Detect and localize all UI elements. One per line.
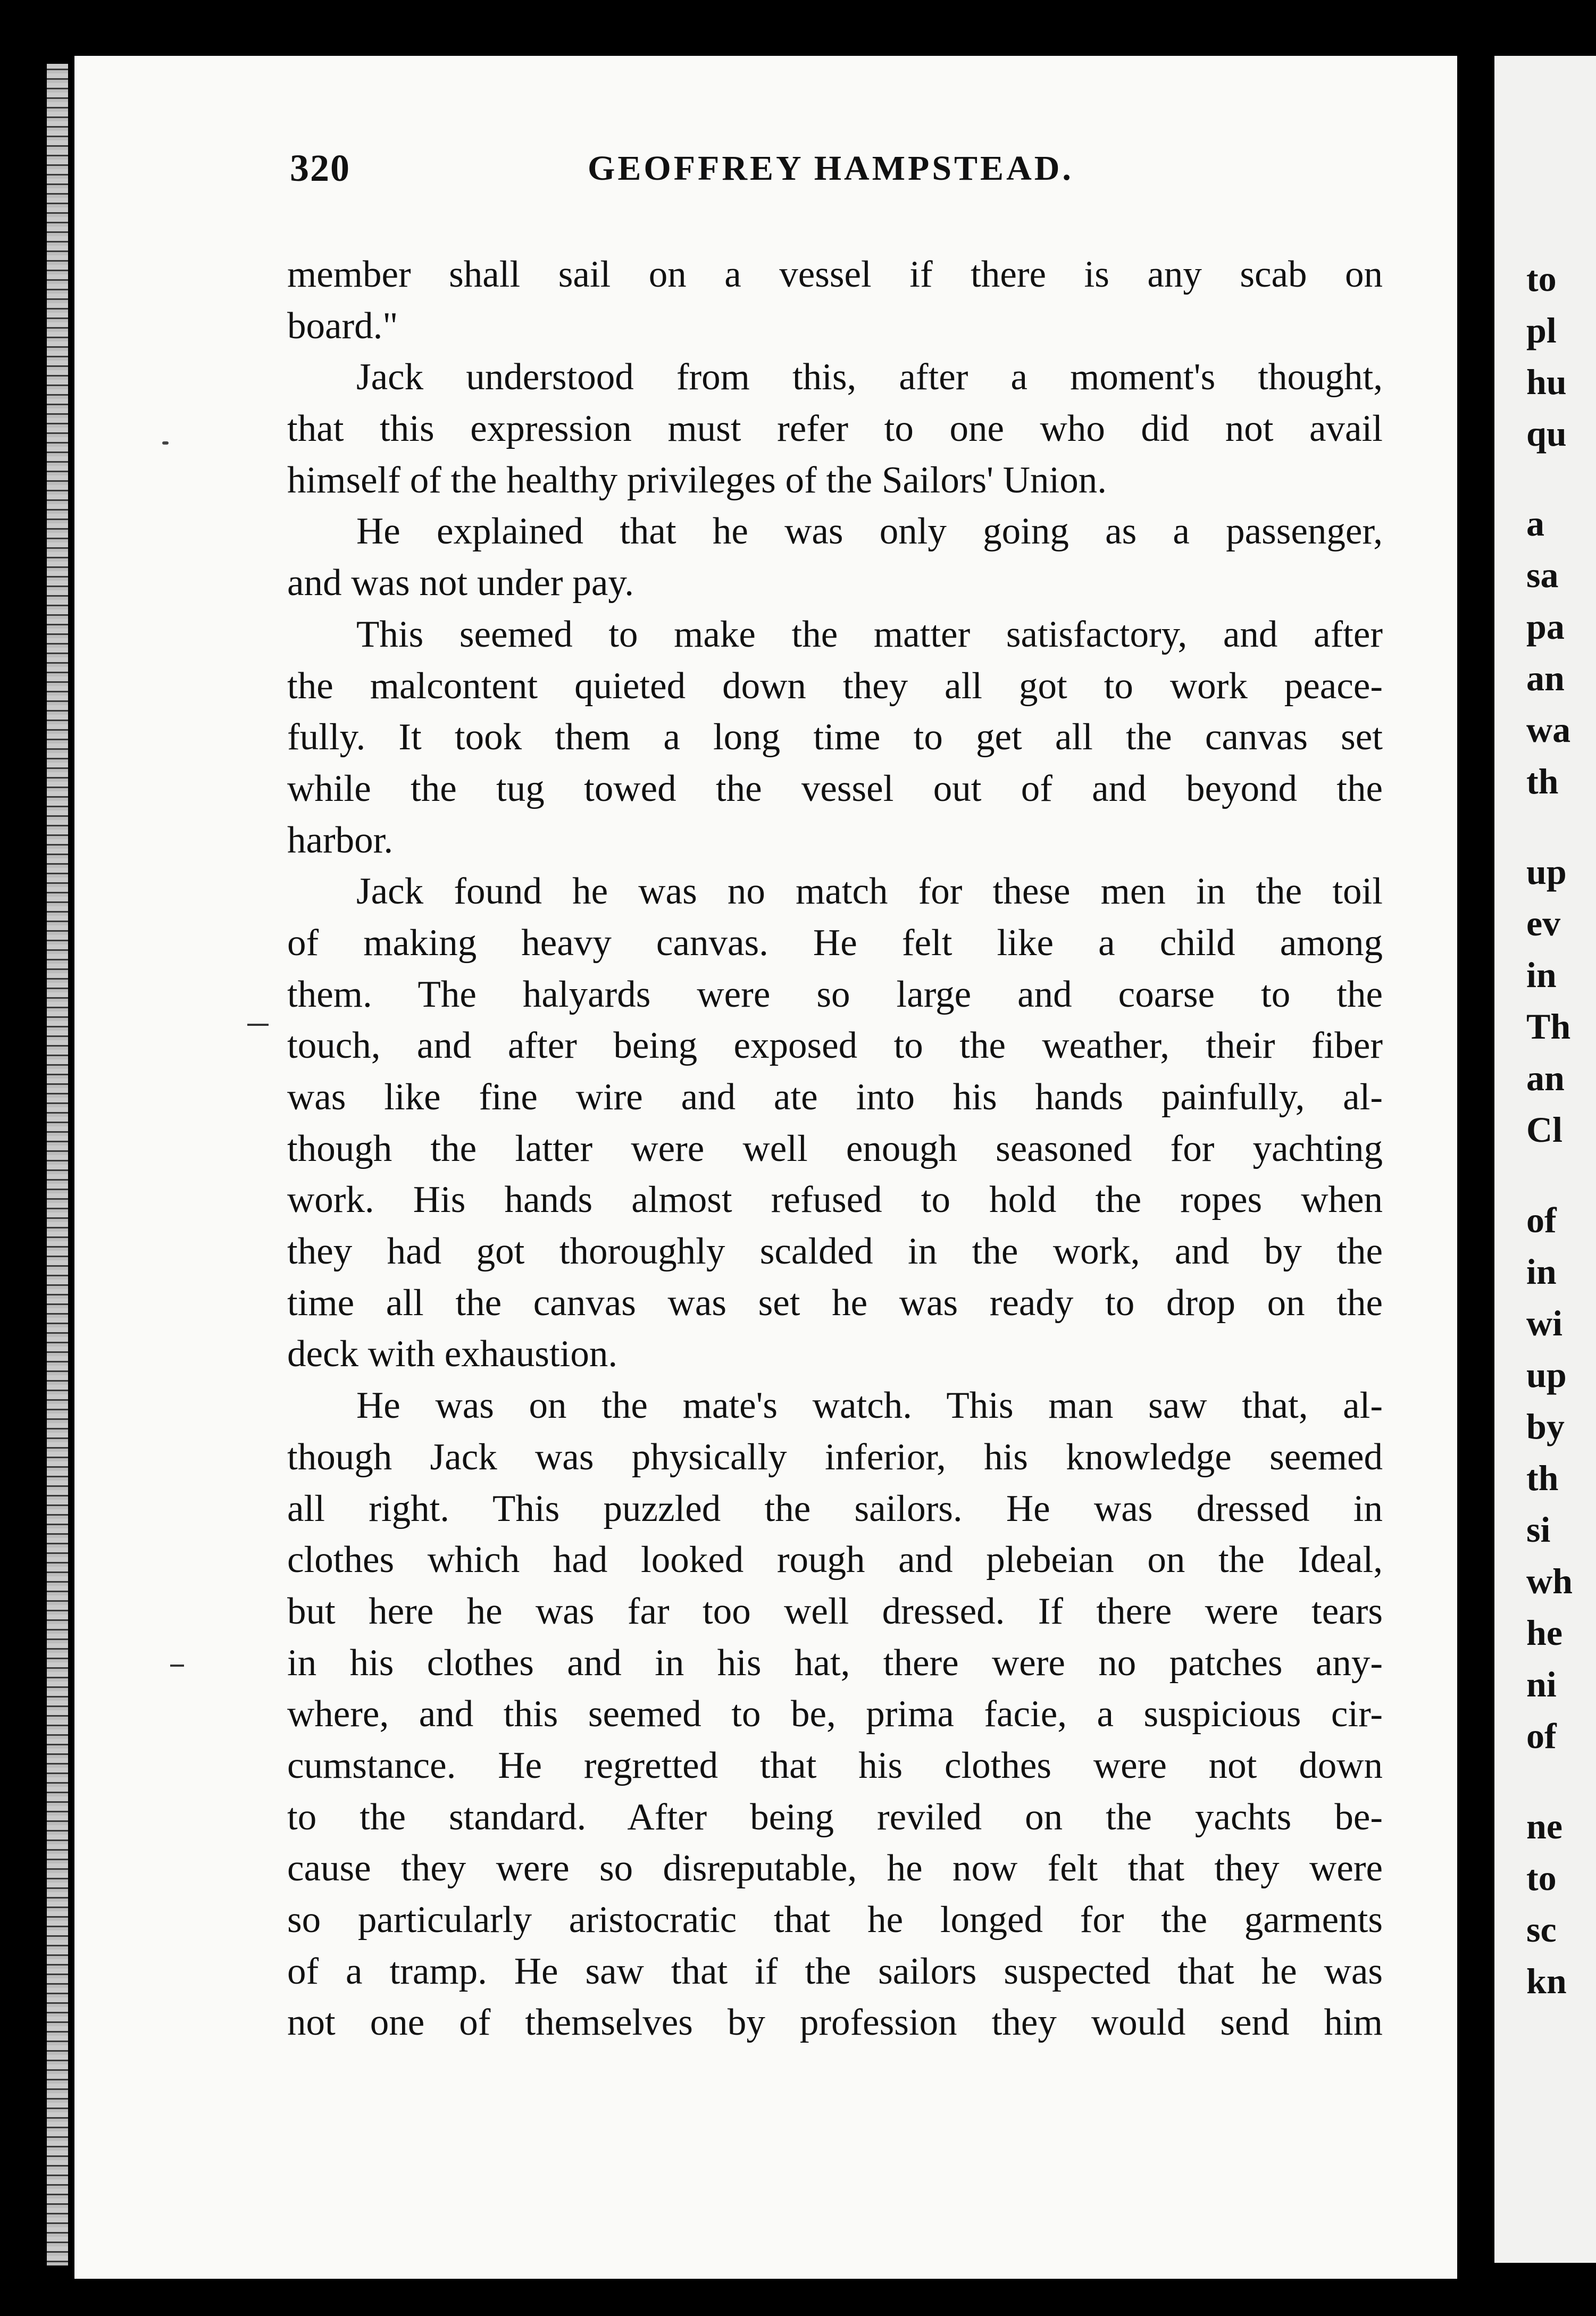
facing-page-text: up <box>1526 851 1567 892</box>
text-line: He was on the mate's watch. This man saw that, al- <box>356 1385 1383 1427</box>
text-line: This seemed to make the matter satisfactory, and after <box>356 613 1383 655</box>
page-header <box>290 146 1380 215</box>
text-line: they had got thoroughly scalded in the work, and by the <box>287 1231 1383 1273</box>
facing-page-text: by <box>1526 1406 1565 1447</box>
scan-speck <box>247 1024 269 1026</box>
text-line: that this expression must refer to one who did not avail <box>287 408 1383 450</box>
facing-page-text: Th <box>1526 1006 1571 1047</box>
text-line: cause they were so disreputable, he now felt that they were <box>287 1847 1383 1889</box>
text-line: Jack found he was no match for these men in the toil <box>356 871 1383 913</box>
facing-page-text: th <box>1526 1458 1559 1498</box>
facing-page-text: pl <box>1526 310 1557 350</box>
text-line: of a tramp. He saw that if the sailors suspected that he was <box>287 1950 1383 1992</box>
facing-page-text: kn <box>1526 1961 1567 2001</box>
scan-speck <box>170 1665 184 1667</box>
text-line: though the latter were well enough seasoned for yachting <box>287 1127 1383 1169</box>
facing-page-text: to <box>1526 258 1557 299</box>
facing-page-text: sa <box>1526 555 1559 595</box>
facing-page-text: ev <box>1526 903 1561 943</box>
facing-page-text: a <box>1526 503 1544 544</box>
text-line: time all the canvas was set he was ready to drop on the <box>287 1282 1383 1324</box>
text-line: though Jack was physically inferior, his knowledge seemed <box>287 1436 1383 1478</box>
text-line: fully. It took them a long time to get all the canvas set <box>287 716 1383 758</box>
text-line: touch, and after being exposed to the weather, their fiber <box>287 1025 1383 1067</box>
text-line: work. His hands almost refused to hold the ropes when <box>287 1179 1383 1221</box>
text-line: not one of themselves by profession they would send him <box>287 2002 1383 2044</box>
text-line: them. The halyards were so large and coarse to the <box>287 973 1383 1015</box>
text-line: Jack understood from this, after a moment's thought, <box>356 356 1383 398</box>
text-line: member shall sail on a vessel if there is any scab on <box>287 254 1383 295</box>
facing-page-text: wa <box>1526 709 1571 750</box>
facing-page-text: in <box>1526 955 1557 995</box>
facing-page-text: wh <box>1526 1561 1573 1601</box>
scan-speck <box>162 441 169 445</box>
text-line: clothes which had looked rough and plebeian on the Ideal, <box>287 1539 1383 1581</box>
facing-page-text: of <box>1526 1716 1557 1756</box>
facing-page-text: wi <box>1526 1303 1562 1343</box>
running-title: GEOFFREY HAMPSTEAD. <box>588 149 1074 188</box>
text-line: was like fine wire and ate into his hands painfully, al- <box>287 1076 1383 1118</box>
text-line: and was not under pay. <box>287 562 634 604</box>
text-line: deck with exhaustion. <box>287 1333 618 1375</box>
facing-page-text: pa <box>1526 606 1565 647</box>
text-line: where, and this seemed to be, prima facie, a suspicious cir- <box>287 1693 1383 1735</box>
facing-page-text: sc <box>1526 1909 1557 1950</box>
text-line: but here he was far too well dressed. If there were tears <box>287 1590 1383 1632</box>
text-line: all right. This puzzled the sailors. He was dressed in <box>287 1487 1383 1529</box>
facing-page-text: Cl <box>1526 1109 1562 1150</box>
text-line: cumstance. He regretted that his clothes were not down <box>287 1744 1383 1786</box>
facing-page-text: th <box>1526 761 1559 801</box>
facing-page-text: up <box>1526 1355 1567 1395</box>
text-line: the malcontent quieted down they all got to work peace- <box>287 665 1383 707</box>
facing-page-text: in <box>1526 1251 1557 1292</box>
page-number: 320 <box>290 147 350 189</box>
facing-page-text: of <box>1526 1200 1557 1240</box>
facing-page-fragment <box>1494 56 1596 2263</box>
facing-page-text: si <box>1526 1509 1551 1550</box>
text-line: so particularly aristocratic that he longed for the garments <box>287 1899 1383 1941</box>
text-line: in his clothes and in his hat, there were no patches any- <box>287 1642 1383 1684</box>
binding-edge <box>47 64 68 2265</box>
body-text <box>287 249 1383 2049</box>
text-line: He explained that he was only going as a passenger, <box>356 511 1383 553</box>
facing-page-text: he <box>1526 1612 1562 1653</box>
text-line: of making heavy canvas. He felt like a child among <box>287 922 1383 964</box>
text-line: to the standard. After being reviled on the yachts be- <box>287 1796 1383 1838</box>
facing-page-text: qu <box>1526 413 1567 454</box>
facing-page-text: an <box>1526 658 1565 698</box>
facing-page-text: ni <box>1526 1664 1557 1704</box>
text-line: while the tug towed the vessel out of and beyond the <box>287 767 1383 809</box>
facing-page-text: ne <box>1526 1806 1562 1846</box>
facing-page-text: an <box>1526 1058 1565 1098</box>
text-line: board." <box>287 305 398 347</box>
text-line: harbor. <box>287 819 394 861</box>
facing-page-text: hu <box>1526 362 1567 402</box>
text-line: himself of the healthy privileges of the Sailors' Union. <box>287 459 1107 501</box>
facing-page-text: to <box>1526 1858 1557 1898</box>
